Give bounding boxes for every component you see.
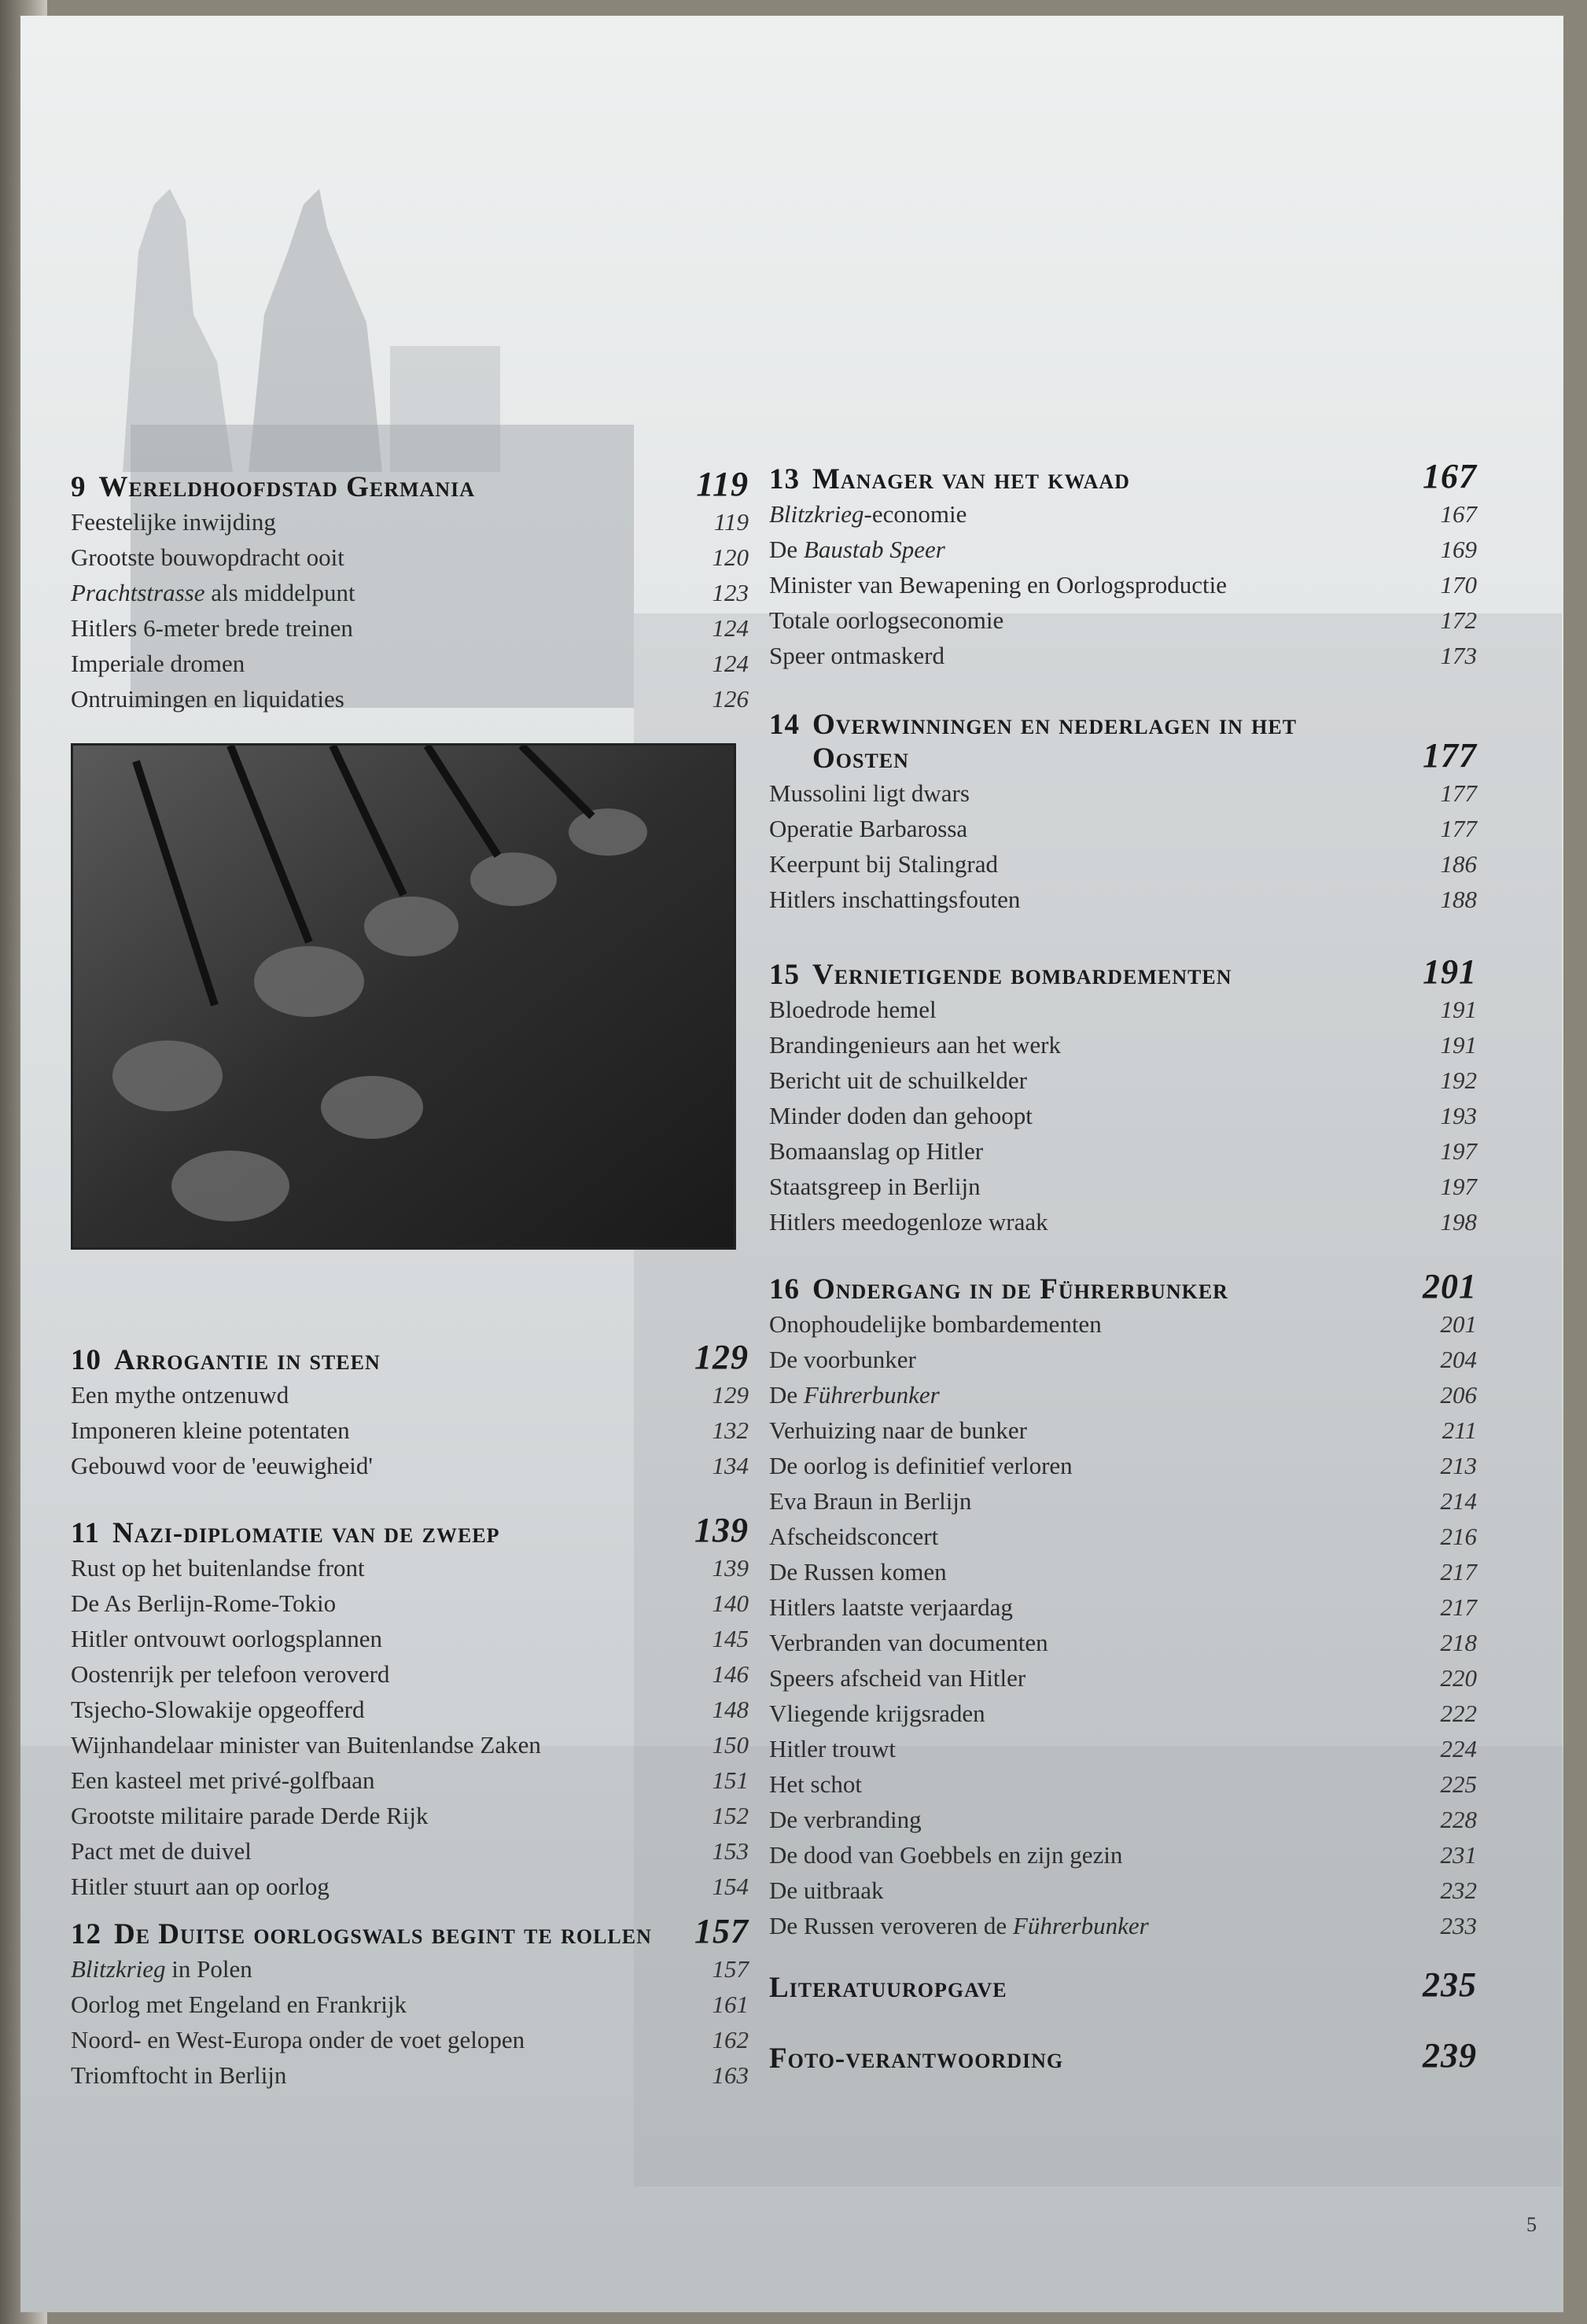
toc-entry[interactable] [769,1063,1477,1098]
toc-entry-text: De [769,536,804,563]
toc-entry-text: als middelpunt [204,579,355,606]
toc-entry-label [769,811,967,846]
toc-entry-page-number: 217 [1440,1558,1477,1586]
toc-entry-page-number: 119 [713,508,749,536]
toc-entry-text: De Russen komen [769,1558,947,1586]
toc-entry-text: Noord- en West-Europa onder de voet gelopen [71,2026,525,2053]
toc-entry-text: Operatie Barbarossa [769,815,968,842]
toc-entry-label [769,775,970,811]
toc-entry[interactable] [769,567,1477,602]
chapter-page-number: 177 [1423,736,1477,775]
toc-entry-page-number: 222 [1440,1700,1477,1727]
toc-entry-page-number: 154 [712,1873,749,1900]
toc-chapter [769,2035,1477,2075]
toc-entry-page-number: 157 [712,1955,749,1983]
toc-entry[interactable] [769,532,1477,567]
toc-entry-text: De voorbunker [769,1346,916,1373]
toc-entry-page-number: 126 [712,685,749,713]
chapter-page-number: 119 [696,465,749,503]
toc-chapter-heading[interactable] [769,1965,1477,2005]
toc-entry[interactable] [769,1027,1477,1063]
chapter-title: Foto-verantwoording [769,2042,1064,2075]
toc-chapter [71,1911,749,2093]
toc-entry-text: Bloedrode hemel [769,996,937,1023]
toc-chapter [769,1965,1477,2005]
toc-entry-label [769,1133,983,1169]
toc-entry-page-number: 225 [1440,1770,1477,1798]
toc-entry-page-number: 170 [1440,571,1477,598]
toc-entry-page-number: 161 [712,1991,749,2018]
toc-entry-text: in Polen [165,1955,252,1983]
toc-entry-text: Imponeren kleine potentaten [71,1416,350,1444]
toc-entry-label [769,496,967,532]
toc-chapter-heading[interactable] [769,952,1477,992]
toc-entry[interactable] [71,1869,749,1904]
chapter-page-number: 167 [1423,457,1477,495]
toc-entry-label [769,532,945,567]
toc-entry-page-number: 177 [1440,779,1477,807]
chapter-page-number: 201 [1423,1267,1477,1306]
toc-entry[interactable] [71,1621,749,1656]
toc-entry-text: Verhuizing naar de bunker [769,1416,1027,1444]
toc-entry-text: Brandingenieurs aan het werk [769,1031,1062,1059]
chapter-page-number: 157 [694,1912,749,1950]
toc-entry-text: De uitbraak [769,1877,884,1904]
toc-entry-text: Het schot [769,1770,862,1798]
toc-entry-label [71,1833,252,1869]
toc-entry-label [71,2022,525,2057]
toc-chapter [769,708,1477,917]
toc-entry-label [769,1204,1048,1239]
toc-chapter-heading[interactable] [769,456,1477,496]
toc-entry[interactable] [769,846,1477,882]
chapter-title: Arrogantie in steen [114,1344,381,1376]
toc-chapter-heading[interactable] [769,1266,1477,1306]
toc-entry-text: Een kasteel met privé-golfbaan [71,1766,375,1794]
toc-entry[interactable] [71,1727,749,1762]
toc-entry-text: Afscheidsconcert [769,1523,939,1550]
toc-entry-italic: Führerbunker [1012,1912,1149,1939]
toc-entry-italic: Prachtstrasse [71,579,205,606]
toc-entry[interactable] [769,1133,1477,1169]
toc-entry-label [769,846,998,882]
toc-entry[interactable] [71,1692,749,1727]
toc-entry-text: Keerpunt bij Stalingrad [769,850,998,878]
toc-entry-label [769,1306,1102,1342]
toc-entry[interactable] [71,646,749,681]
toc-entry-text: Wijnhandelaar minister van Buitenlandse Zaken [71,1731,541,1759]
toc-entry-label [769,1837,1122,1873]
toc-chapter [769,1266,1477,1943]
chapter-number: 15 [769,959,800,991]
toc-entry-page-number: 139 [712,1554,749,1582]
toc-entry-italic: Führerbunker [803,1381,940,1409]
toc-entry-page-number: 169 [1440,536,1477,563]
toc-entry[interactable] [71,1833,749,1869]
toc-entry-italic: Blitzkrieg [769,500,864,528]
toc-chapter [71,1337,749,1483]
toc-entry[interactable] [769,775,1477,811]
toc-entry[interactable] [769,1554,1477,1589]
toc-entry-text: Hitler ontvouwt oorlogsplannen [71,1625,383,1652]
toc-entry-text: De Russen veroveren de [769,1912,1013,1939]
toc-entry-page-number: 214 [1440,1487,1477,1515]
chapter-title: Literatuuropgave [769,1972,1007,2004]
toc-entry-text: Speer ontmaskerd [769,642,944,669]
toc-entry[interactable] [71,610,749,646]
toc-chapter-heading[interactable] [71,1911,749,1951]
toc-entry-text: De As Berlijn-Rome-Tokio [71,1589,337,1617]
toc-entry-label [769,1625,1048,1660]
toc-entry-label [71,1586,336,1621]
toc-entry-label [71,1951,252,1987]
toc-entry-page-number: 216 [1440,1523,1477,1550]
toc-entry-label [769,1802,922,1837]
toc-entry-text: Imperiale dromen [71,650,245,677]
toc-entry[interactable] [71,1550,749,1586]
toc-entry-page-number: 129 [712,1381,749,1409]
chapter-title: Wereldhoofdstad Germania [98,471,475,503]
book-page [20,16,1563,2312]
toc-entry-page-number: 163 [712,2061,749,2089]
toc-entry-text: Hitlers 6-meter brede treinen [71,614,353,642]
toc-entry[interactable] [769,1483,1477,1519]
toc-entry-label [71,1762,374,1798]
chapter-title: Overwinningen en nederlagen in het Oosten [812,709,1298,775]
toc-entry-text: Totale oorlogseconomie [769,606,1004,634]
toc-entry[interactable] [71,1762,749,1798]
toc-entry-page-number: 146 [712,1660,749,1688]
toc-entry-text: Grootste militaire parade Derde Rijk [71,1802,429,1829]
toc-entry-text: Verbranden van documenten [769,1629,1048,1656]
toc-entry-page-number: 162 [712,2026,749,2053]
toc-entry-italic: Blitzkrieg [71,1955,166,1983]
toc-entry-label [769,1377,940,1412]
toc-entry-page-number: 192 [1440,1066,1477,1094]
toc-entry-page-number: 186 [1440,850,1477,878]
toc-entry-label [769,1873,883,1908]
toc-entry-page-number: 132 [712,1416,749,1444]
toc-entry-page-number: 148 [712,1696,749,1723]
toc-entry[interactable] [769,1625,1477,1660]
toc-entry[interactable] [769,1660,1477,1696]
toc-entry-label [769,1519,938,1554]
toc-entry[interactable] [769,992,1477,1027]
toc-entry-label [769,1696,985,1731]
toc-entry[interactable] [769,638,1477,673]
toc-entry-page-number: 120 [712,543,749,571]
toc-entry-label [769,1766,862,1802]
toc-entry-text: Pact met de duivel [71,1837,252,1865]
toc-entry-text: Staatsgreep in Berlijn [769,1173,981,1200]
toc-entry-label [71,1377,289,1412]
toc-entry-label [769,638,944,673]
toc-chapter [71,1510,749,1904]
toc-entry-text: Tsjecho-Slowakije opgeofferd [71,1696,365,1723]
toc-entry-text: Onophoudelijke bombardementen [769,1310,1102,1338]
chapter-number: 13 [769,463,800,495]
toc-entry-page-number: 224 [1440,1735,1477,1762]
toc-entry[interactable] [71,1951,749,1987]
toc-entry[interactable] [769,1412,1477,1448]
toc-chapter-heading[interactable] [71,1337,749,1377]
toc-entry-page-number: 220 [1440,1664,1477,1692]
toc-entry-label [769,1342,916,1377]
toc-entry-label [769,1660,1025,1696]
toc-entry-text: Gebouwd voor de 'eeuwigheid' [71,1452,373,1479]
toc-entry[interactable] [71,575,749,610]
toc-entry-page-number: 233 [1440,1912,1477,1939]
toc-entry-italic: Baustab Speer [803,536,945,563]
chapter-page-number: 129 [694,1338,749,1376]
toc-entry[interactable] [71,2022,749,2057]
toc-entry-page-number: 198 [1440,1208,1477,1236]
toc-entry[interactable] [769,1802,1477,1837]
toc-entry-text: Vliegende krijgsraden [769,1700,985,1727]
chapter-title: Manager van het kwaad [812,463,1130,495]
toc-entry-page-number: 211 [1442,1416,1477,1444]
toc-entry-page-number: 197 [1440,1173,1477,1200]
toc-chapter-heading[interactable] [769,2035,1477,2075]
chapter-number: 9 [71,471,87,503]
toc-entry-page-number: 197 [1440,1137,1477,1165]
toc-entry-label [769,1554,947,1589]
toc-entry-page-number: 217 [1440,1593,1477,1621]
toc-entry[interactable] [71,1448,749,1483]
toc-entry-label [71,1412,350,1448]
toc-entry-label [71,1727,541,1762]
toc-entry-label [71,1692,364,1727]
toc-entry-label [769,1589,1013,1625]
chapter-title: Vernietigende bombardementen [812,959,1232,991]
toc-entry[interactable] [71,540,749,575]
toc-entry[interactable] [71,504,749,540]
toc-entry[interactable] [769,882,1477,917]
toc-entry-page-number: 123 [712,579,749,606]
toc-entry-label [769,1908,1149,1943]
toc-entry-page-number: 173 [1440,642,1477,669]
toc-entry[interactable] [769,1766,1477,1802]
toc-entry-label [71,1656,389,1692]
toc-entry-label [769,1731,896,1766]
toc-entry-text: Minister van Bewapening en Oorlogsproductie [769,571,1227,598]
chapter-number: 16 [769,1273,800,1306]
toc-entry-label [769,1169,981,1204]
toc-entry-page-number: 218 [1440,1629,1477,1656]
toc-entry-page-number: 193 [1440,1102,1477,1129]
toc-entry-text: Bericht uit de schuilkelder [769,1066,1027,1094]
toc-entry-page-number: 124 [712,650,749,677]
toc-entry[interactable] [769,496,1477,532]
toc-entry[interactable] [769,1731,1477,1766]
toc-entry[interactable] [71,1656,749,1692]
page-number: 5 [1526,2213,1537,2236]
toc-entry-text: Triomftocht in Berlijn [71,2061,287,2089]
toc-chapter-heading[interactable] [769,708,1477,775]
toc-entry-page-number: 232 [1440,1877,1477,1904]
toc-entry[interactable] [769,1448,1477,1483]
toc-entry-page-number: 191 [1440,1031,1477,1059]
toc-entry-text: De [769,1381,804,1409]
toc-entry[interactable] [769,1306,1477,1342]
toc-entry-label [71,1621,382,1656]
toc-entry-label [71,646,245,681]
toc-entry-label [71,1550,365,1586]
toc-entry-page-number: 152 [712,1802,749,1829]
toc-entry-page-number: 167 [1440,500,1477,528]
toc-entry-label [769,1098,1033,1133]
toc-entry[interactable] [769,1169,1477,1204]
toc-entry-page-number: 201 [1440,1310,1477,1338]
toc-entry-text: Oorlog met Engeland en Frankrijk [71,1991,407,2018]
toc-entry[interactable] [769,811,1477,846]
toc-entry-label [71,1987,407,2022]
toc-entry[interactable] [769,1098,1477,1133]
toc-entry[interactable] [71,1987,749,2022]
toc-entry-text: Grootste bouwopdracht ooit [71,543,344,571]
toc-entry-page-number: 228 [1440,1806,1477,1833]
toc-entry-text: Bomaanslag op Hitler [769,1137,984,1165]
toc-entry[interactable] [769,1342,1477,1377]
toc-entry-label [769,1448,1073,1483]
toc-entry-text: De verbranding [769,1806,922,1833]
toc-entry-text: -economie [863,500,967,528]
toc-entry[interactable] [769,1519,1477,1554]
toc-entry-text: Eva Braun in Berlijn [769,1487,972,1515]
toc-entry-text: Rust op het buitenlandse front [71,1554,365,1582]
toc-entry-label [769,567,1227,602]
toc-entry[interactable] [769,1377,1477,1412]
toc-entry[interactable] [769,1908,1477,1943]
toc-entry-page-number: 134 [712,1452,749,1479]
toc-entry-label [71,2057,286,2093]
toc-entry-page-number: 151 [712,1766,749,1794]
toc-entry-page-number: 140 [712,1589,749,1617]
toc-entry-text: Speers afscheid van Hitler [769,1664,1026,1692]
toc-entry-text: Ontruimingen en liquidaties [71,685,344,713]
toc-chapter-heading[interactable] [71,464,749,504]
toc-entry-label [71,575,355,610]
toc-entry-page-number: 153 [712,1837,749,1865]
chapter-page-number: 191 [1423,952,1477,991]
toc-entry-label [71,1869,330,1904]
toc-entry-label [71,610,353,646]
toc-entry-label [769,1063,1027,1098]
chapter-number: 12 [71,1918,101,1950]
toc-entry[interactable] [769,1589,1477,1625]
chapter-title: Nazi-diplomatie van de zweep [112,1517,500,1549]
toc-entry-text: Minder doden dan gehoopt [769,1102,1033,1129]
toc-entry-page-number: 191 [1440,996,1477,1023]
toc-entry-page-number: 206 [1440,1381,1477,1409]
toc-entry-label [769,1412,1027,1448]
toc-entry[interactable] [71,1586,749,1621]
toc-entry[interactable] [71,1412,749,1448]
chapter-number: 14 [769,709,800,741]
toc-entry[interactable] [769,1204,1477,1239]
chapter-page-number: 139 [694,1511,749,1549]
toc-entry-label [769,602,1003,638]
toc-chapter [769,952,1477,1239]
toc-entry-page-number: 204 [1440,1346,1477,1373]
toc-entry-page-number: 172 [1440,606,1477,634]
toc-entry-text: Feestelijke inwijding [71,508,276,536]
photo-placeholder-graphic [73,746,734,1247]
chapter-number: 11 [71,1517,100,1549]
toc-entry-text: Hitlers inschattingsfouten [769,886,1021,913]
toc-entry-label [769,992,937,1027]
toc-entry-page-number: 177 [1440,815,1477,842]
toc-entry-label [769,1027,1061,1063]
toc-entry-text: De oorlog is definitief verloren [769,1452,1073,1479]
chapter-number: 10 [71,1344,101,1376]
toc-entry-label [769,1483,971,1519]
toc-entry-label [769,882,1020,917]
toc-entry-text: Hitler trouwt [769,1735,896,1762]
soldiers-parade-photo [71,743,736,1250]
toc-entry[interactable] [769,1873,1477,1908]
toc-entry-text: Hitlers meedogenloze wraak [769,1208,1048,1236]
chapter-title: Ondergang in de Führerbunker [812,1273,1228,1306]
toc-entry[interactable] [769,1696,1477,1731]
toc-entry[interactable] [71,1798,749,1833]
toc-entry[interactable] [71,2057,749,2093]
toc-entry-text: De dood van Goebbels en zijn gezin [769,1841,1123,1869]
toc-entry-page-number: 124 [712,614,749,642]
toc-entry[interactable] [71,681,749,716]
toc-chapter [71,464,749,716]
toc-entry-text: Oostenrijk per telefoon veroverd [71,1660,390,1688]
toc-entry-label [71,1798,429,1833]
toc-entry-text: Hitlers laatste verjaardag [769,1593,1013,1621]
chapter-page-number: 239 [1423,2036,1477,2075]
toc-entry-page-number: 188 [1440,886,1477,913]
toc-entry-page-number: 231 [1440,1841,1477,1869]
toc-entry-text: Een mythe ontzenuwd [71,1381,289,1409]
toc-chapter [769,456,1477,673]
toc-entry[interactable] [769,1837,1477,1873]
toc-entry[interactable] [769,602,1477,638]
toc-entry-page-number: 213 [1440,1452,1477,1479]
toc-entry-label [71,1448,373,1483]
toc-entry-page-number: 145 [712,1625,749,1652]
toc-entry-page-number: 150 [712,1731,749,1759]
toc-entry-label [71,540,344,575]
toc-entry-label [71,504,276,540]
toc-entry[interactable] [71,1377,749,1412]
toc-entry-text: Hitler stuurt aan op oorlog [71,1873,330,1900]
toc-chapter-heading[interactable] [71,1510,749,1550]
chapter-title: De Duitse oorlogswals begint te rollen [114,1918,652,1950]
chapter-page-number: 235 [1423,1965,1477,2004]
toc-entry-text: Mussolini ligt dwars [769,779,970,807]
toc-entry-label [71,681,344,716]
